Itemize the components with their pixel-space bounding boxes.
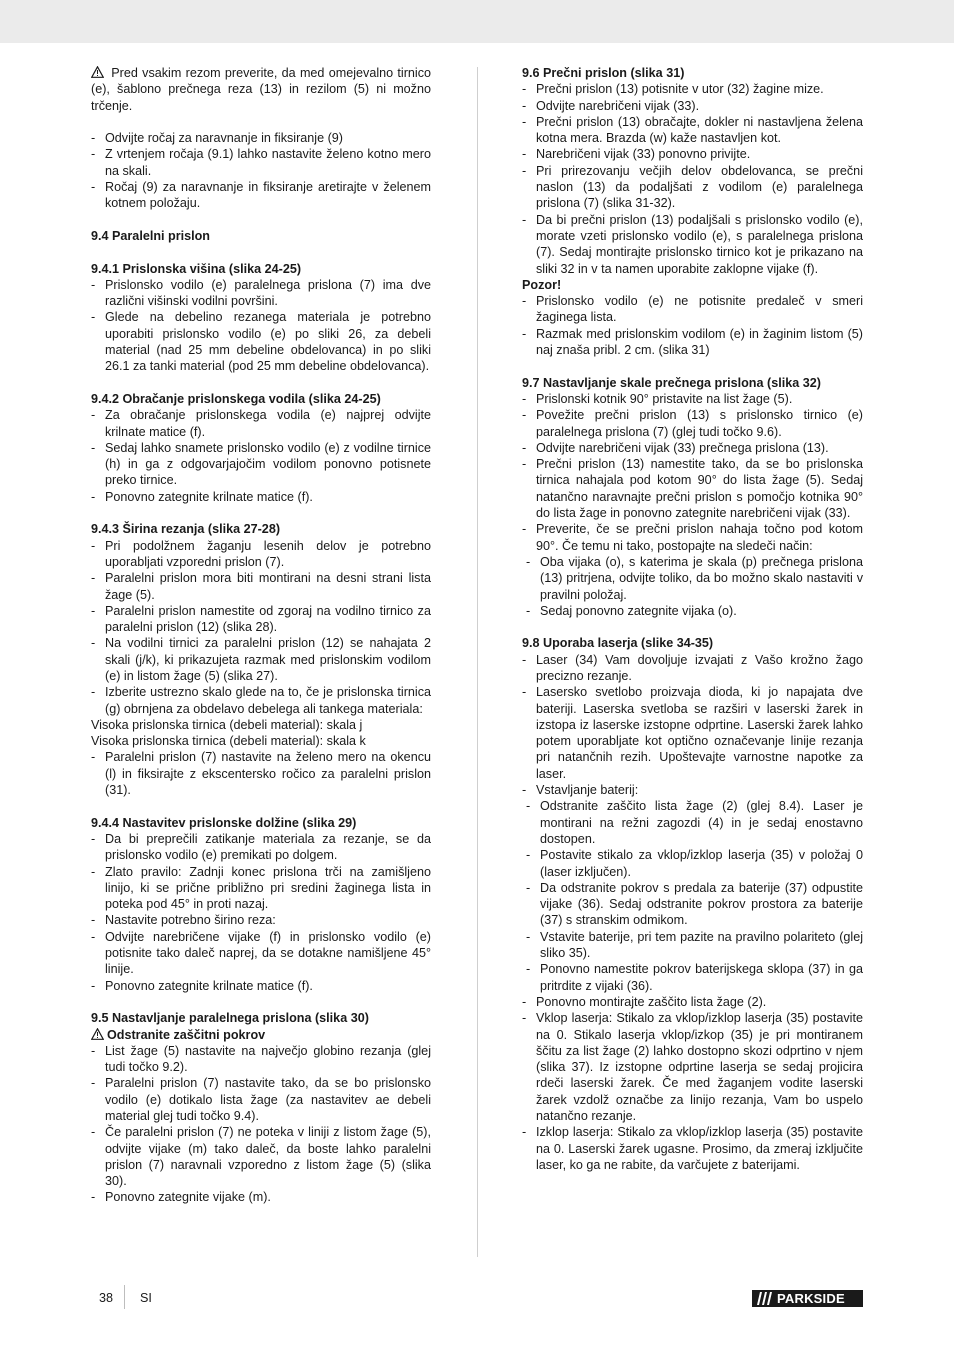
list-item: - Sedaj ponovno zategnite vijaka (o). [526, 603, 863, 619]
list-item: - Paralelni prislon (7) nastavite na želeno mero na okencu (l) in fiksirajte z ekscentersko ročico za paralelni prislon (31). [91, 749, 431, 798]
list-item: - Ponovno namestite pokrov baterijskega sklopa (37) in ga pritrdite z vijaki (36). [526, 961, 863, 994]
language-code: SI [140, 1291, 152, 1305]
page-footer [0, 1282, 954, 1312]
page-number: 38 [99, 1291, 114, 1305]
list-item: - Ponovno montirajte zaščito lista žage (2). [522, 994, 863, 1010]
list-item: - List žage (5) nastavite na največjo globino rezanja (glej tudi točko 9.2). [91, 1043, 431, 1076]
list-item: - Paralelni prislon namestite od zgoraj na vodilno tirnico za paralelni prislon (12) (slika 28). [91, 603, 431, 636]
list-9-8b [522, 994, 863, 1173]
left-column [91, 65, 431, 1206]
list-item: - Pri prirezovanju večjih delov obdelovanca, se prečni naslon (13) da podaljšati z vodilom (e) paralelnega prislona (7) (slika 31-32). [522, 163, 863, 212]
list-item: - Prečni prislon (13) potisnite v utor (32) žagine mize. [522, 81, 863, 97]
list-item: - Oba vijaka (o), s katerima je skala (p) prečnega prislona (13) pritrjena, odvijte toliko, da bo možno skalo nastaviti v pravilni položaj. [526, 554, 863, 603]
list-9-5 [91, 1043, 431, 1206]
list-item: - Prislonsko vodilo (e) paralelnega prislona (7) ima dve različni višinski vodilni površini. [91, 277, 431, 310]
list-item: - Postavite stikalo za vklop/izklop laserja (35) v položaj 0 (laser izključen). [526, 847, 863, 880]
list-item: - Prečni prislon (13) obračajte, dokler ni nastavljena želena kotna mera. Brazda (w) kaže nastavljen kot. [522, 114, 863, 147]
list-item: - Da bi preprečili zatikanje materiala za rezanje, se da prislonsko vodilo (e) premikati po dolgem. [91, 831, 431, 864]
list-item: - Nastavite potrebno širino reza: [91, 912, 431, 928]
list-item: - Paralelni prislon mora biti montirani na desni strani lista žage (5). [91, 570, 431, 603]
list-item: - Odvijte narebričeni vijak (33) prečnega prislona (13). [522, 440, 863, 456]
list-9-4-4 [91, 831, 431, 994]
list-item: - Prislonsko vodilo (e) ne potisnite predaleč v smeri žaginega lista. [522, 293, 863, 326]
sublist-9-8 [526, 798, 863, 994]
list-item: - Pri podolžnem žaganju lesenih delov je potrebno uporabljati vzporedni prislon (7). [91, 538, 431, 571]
brand-logo [752, 1290, 863, 1307]
section-heading-9-7: 9.7 Nastavljanje skale prečnega prislona (slika 32) [522, 375, 821, 390]
list-pozor [522, 293, 863, 358]
list-item: - Vstavite baterije, pri tem pazite na pravilno polariteto (glej sliko 35). [526, 929, 863, 962]
footer-separator [124, 1285, 125, 1309]
warning-icon [91, 1028, 104, 1040]
list-item: - Paralelni prislon (7) nastavite tako, da se bo prislonsko vodilo (e) dotikalo lista žage (za nastavitev ae debeli material glej tudi točko 9.4). [91, 1075, 431, 1124]
section-heading-9-4-1: 9.4.1 Prislonska višina (slika 24-25) [91, 261, 302, 276]
section-heading-9-4-4: 9.4.4 Nastavitev prislonske dolžine (slika 29) [91, 815, 357, 830]
list-item: - Če paralelni prislon (7) ne poteka v liniji z listom žage (5), odvijte vijake (m) tako daleč, da boste lahko paralelni prislon (7) naravnali vzporedno z listom žage (5) (slika 30). [91, 1124, 431, 1189]
scale-k-line: Visoka prislonska tirnica (debeli material): skala k [91, 734, 366, 749]
warning-paragraph: Pred vsakim rezom preverite, da med omejevalno tirnico (e), šablono prečnega reza (13) in rezilom (5) ni možno trčenje. [91, 66, 431, 113]
list-9-4-3b [91, 749, 431, 798]
list-item: - Laser (34) Vam dovoljuje izvajati z Vašo krožno žago precizno rezanje. [522, 652, 863, 685]
list-9-4-1 [91, 277, 431, 375]
section-heading-9-4-2: 9.4.2 Obračanje prislonskega vodila (slika 24-25) [91, 391, 381, 406]
list-item: - Prečni prislon (13) namestite tako, da se bo prislonska tirnica nahajala pod kotom 90° do lista žage (5). Sedaj natančno naravnajte prečni prislon s pomočjo kotnika 90° do lista žage in ponovno zategnite narebričeni vijak (33). [522, 456, 863, 521]
list-item: - Glede na debelino rezanega materiala je potrebno uporabiti prislonsko vodilo (e) po sliki 26, za debeli material (nad 25 mm debeline obdelovanca) in po sliki 26.1 za tanki material (pod 25 mm debeline obdelovanca). [91, 309, 431, 374]
warning-icon [91, 66, 104, 78]
list-item: - Na vodilni tirnici za paralelni prislon (12) se nahajata 2 skali (j/k), ki prikazujeta razmak med prislonskim vodilom (e) in listom žage (5) (slika 27). [91, 635, 431, 684]
list-item: - Zlato pravilo: Zadnji konec prislona trči na zamišljeno linijo, ki se prične približno pri sredini žaginega lista in poteka pod 45° in proti nazaj. [91, 864, 431, 913]
list-item: - Odvijte ročaj za naravnanje in fiksiranje (9) [91, 130, 431, 146]
list-9-4-2 [91, 407, 431, 505]
list-item: - Izberite ustrezno skalo glede na to, če je prislonska tirnica (g) obrnjena za obdelavo debelega ali tankega materiala: [91, 684, 431, 717]
list-item: - Povežite prečni prislon (13) s prislonsko tirnico (e) paralelnega prislona (7) (glej tudi točko 9.6). [522, 407, 863, 440]
scale-j-line: Visoka prislonska tirnica (debeli material): skala j [91, 717, 363, 732]
header-band [0, 0, 954, 43]
list-item: - Vklop laserja: Stikalo za vklop/izklop laserja (35) postavite na 0. Stikalo laserja vklop/izkop (35) je pri montiranem ščitu za list žage (2) lahko dostopno skozi odprtino v njem (slika 37). Iz izstopne odprtine laserja se sedaj projicira rdeči laserski žarek. Če med žaganjem vodite laserski žarek vzdolž označbe za linijo rezanja, Vam bo uspelo natančno rezanje. [522, 1010, 863, 1124]
list-item: - Prislonski kotnik 90° pristavite na list žage (5). [522, 391, 863, 407]
list-item: - Preverite, če se prečni prislon nahaja točno pod kotom 90°. Če temu ni tako, postopajte na sledeči način: [522, 521, 863, 554]
logo-stripes-icon [754, 1290, 776, 1307]
list-item: - Z vrtenjem ročaja (9.1) lahko nastavite želeno kotno mero na skali. [91, 146, 431, 179]
list-item: - Odstranite zaščito lista žage (2) (glej 8.4). Laser je montirani na režni zagozdi (4) in je sedaj enostavno dostopen. [526, 798, 863, 847]
section-heading-9-8: 9.8 Uporaba laserja (slike 34-35) [522, 636, 714, 651]
section-heading-9-5: 9.5 Nastavljanje paralelnega prislona (slika 30) [91, 1011, 369, 1026]
list-item: - Ponovno zategnite krilnate matice (f). [91, 489, 431, 505]
list-item: - Da bi prečni prislon (13) podaljšali s prislonsko vodilo (e), morate vzeti prislonsko vodilo (e), s paralelnega prislona (7). Sedaj montirajte prislonsko tirnico kot je prikazano na sliki 32 in v ta namen uporabite zaklopne vijake (f). [522, 212, 863, 277]
list-9-6 [522, 81, 863, 277]
list-item: - Sedaj lahko snamete prislonsko vodilo (e) z vodilne tirnice (h) in ga z odgovarjajočim vodilom ponovno potisnete preko tirnice. [91, 440, 431, 489]
list-item: - Narebričeni vijak (33) ponovno privijte. [522, 146, 863, 162]
list-9-4-3 [91, 538, 431, 717]
list-item: - Razmak med prislonskim vodilom (e) in žaginim listom (5) naj znaša pribl. 2 cm. (slika 31) [522, 326, 863, 359]
warning-line: Odstranite zaščitni pokrov [91, 1027, 431, 1043]
list-item: - Odvijte narebričeni vijak (33). [522, 98, 863, 114]
right-column [522, 65, 863, 1173]
list-item: - Ponovno zategnite vijake (m). [91, 1189, 431, 1205]
list-9-7 [522, 391, 863, 554]
intro-list [91, 130, 431, 211]
list-item: - Za obračanje prislonskega vodila (e) najprej odvijte krilnate matice (f). [91, 407, 431, 440]
list-item: - Izklop laserja: Stikalo za vklop/izklop laserja (35) postavite na 0. Laserski žarek ugasne. Prosimo, da zmeraj izključite laser, ko ga ne rabite, da varčujete z baterijami. [522, 1124, 863, 1173]
section-heading-9-4-3: 9.4.3 Širina rezanja (slika 27-28) [91, 522, 281, 537]
pozor-label: Pozor! [522, 277, 562, 292]
list-item: - Da odstranite pokrov s predala za baterije (37) odpustite vijake (36). Sedaj odstranite pokrov prostora za baterije (37) s stranskim odmikom. [526, 880, 863, 929]
list-item: - Ponovno zategnite krilnate matice (f). [91, 978, 431, 994]
list-item: - Odvijte narebričene vijake (f) in prislonsko vodilo (e) potisnite tako daleč naprej, da se dotakne namišljene 45° linije. [91, 929, 431, 978]
section-heading-9-6: 9.6 Prečni prislon (slika 31) [522, 66, 685, 80]
list-item: - Ročaj (9) za naravnanje in fiksiranje aretirajte v želenem kotnem položaju. [91, 179, 431, 212]
list-item: - Vstavljanje baterij: [522, 782, 863, 798]
section-heading-9-4: 9.4 Paralelni prislon [91, 228, 210, 243]
sublist-9-7 [526, 554, 863, 619]
column-divider [477, 67, 478, 1257]
brand-name: PARKSIDE [777, 1291, 845, 1306]
list-item: - Lasersko svetlobo proizvaja dioda, ki jo napajata dve bateriji. Laserska svetloba se razširi v laserski žarek in izstopa iz laserske izstopne odprtine. Laserski žarek lahko potem uporabljate kot optično označevanje linije rezanja pri natančnih rezih. Upoštevajte varnostne napotke za laser. [522, 684, 863, 782]
list-9-8 [522, 652, 863, 799]
